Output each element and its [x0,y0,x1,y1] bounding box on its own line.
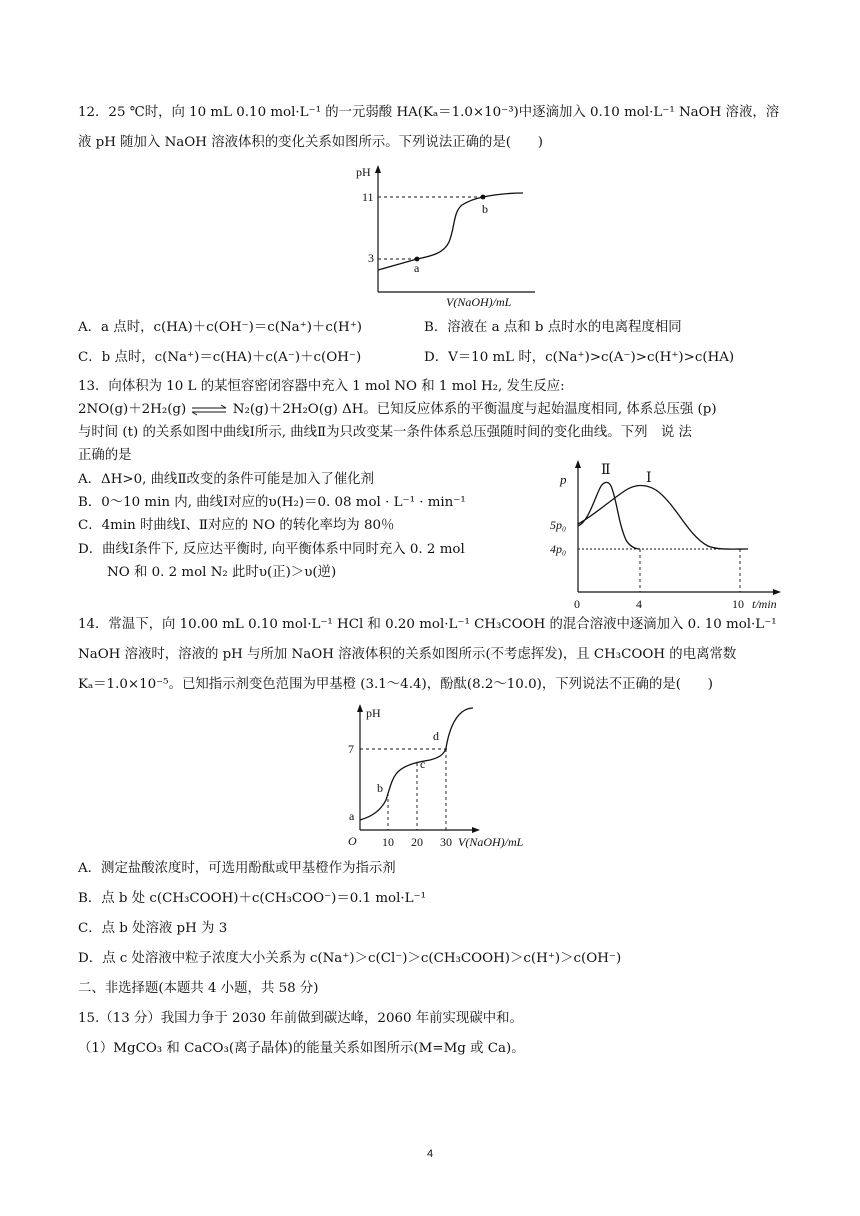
q12-ph-curve [378,193,523,270]
q13-stem-line4: 正确的是 [78,448,132,463]
q12-titration-figure [340,160,540,308]
q14-y-tick-7: 7 [348,742,354,756]
q14-y-axis-label: pH [366,706,381,720]
q12-option-b: B．溶液在 a 点和 b 点时水的电离程度相同 [424,320,682,335]
q12-y-tick-11: 11 [362,190,374,204]
q13-option-c: C．4min 时曲线Ⅰ、Ⅱ对应的 NO 的转化率均为 80％ [78,518,395,533]
q15-line2: （1）MgCO₃ 和 CaCO₃(离子晶体)的能量关系如图所示(M=Mg 或 Ca)。 [78,1041,525,1056]
q13-y-axis-arrow [575,460,581,468]
section-2-heading: 二、非选择题(本题共 4 小题，共 58 分) [78,981,319,996]
q14-x-axis-label: V(NaOH)/mL [458,835,524,849]
q14-y-axis-arrow [357,704,363,712]
q13-equilibrium-arrow-icon [190,404,228,416]
q14-point-a-label: a [349,809,355,823]
q12-point-b-marker [481,195,486,200]
q13-pressure-figure [548,456,788,612]
q13-equation-line [78,401,717,419]
q13-curve-II [578,482,640,549]
q14-stem-line2: NaOH 溶液时，溶液的 pH 与所加 NaOH 溶液体积的关系如图所示(不考虑挥发)，且 CH₃COOH 的电离常数 [78,647,737,662]
q14-option-d: D．点 c 处溶液中粒子浓度大小关系为 c(Na⁺)＞c(Cl⁻)＞c(CH₃COOH)＞c(H⁺)＞c(OH⁻) [78,951,622,966]
q13-curve-I [578,486,748,550]
q12-y-axis-label: pH [356,165,371,179]
q13-option-d-line1: D．曲线Ⅰ条件下, 反应达平衡时, 向平衡体系中同时充入 0. 2 mol [78,542,465,557]
q14-x-tick-30: 30 [440,835,452,849]
q13-option-a: A．ΔH>0, 曲线Ⅱ改变的条件可能是加入了催化剂 [78,472,375,487]
q14-ph-curve [360,708,473,820]
q14-point-b-label: b [377,781,383,795]
q14-x-tick-20: 20 [411,835,423,849]
q12-point-a-label: a [414,261,420,275]
q13-option-d-line2: NO 和 0. 2 mol N₂ 此时υ(正)＞υ(逆) [107,565,337,580]
q13-equation-left: 2NO(g)＋2H₂(g) [78,402,187,417]
q14-option-a: A．测定盐酸浓度时，可选用酚酞或甲基橙作为指示剂 [78,861,396,876]
q14-stem-line3: Kₐ＝1.0×10⁻⁵。已知指示剂变色范围为甲基橙 (3.1～4.4)，酚酞(8.2～10.0)，下列说法不正确的是( ) [78,677,713,692]
q13-x-tick-0: 0 [574,597,580,611]
q12-option-a: A．a 点时，c(HA)＋c(OH⁻)＝c(Na⁺)＋c(H⁺) [78,320,363,335]
q12-stem-line1: 12．25 ℃时，向 10 mL 0.10 mol·L⁻¹ 的一元弱酸 HA(Kₐ＝1.0×10⁻³)中逐滴加入 0.10 mol·L⁻¹ NaOH 溶液，溶 [78,105,780,120]
q14-option-c: C．点 b 处溶液 pH 为 3 [78,921,228,936]
q13-equation-right: N₂(g)＋2H₂O(g) ΔH。已知反应体系的平衡温度与起始温度相同, 体系总压强 (p) [232,402,717,417]
q13-stem-line3: 与时间 (t) 的关系如图中曲线Ⅰ所示, 曲线Ⅱ为只改变某一条件体系总压强随时间的变化曲线。下列 说 法 [78,425,692,440]
q12-option-d: D．V＝10 mL 时，c(Na⁺)>c(A⁻)>c(H⁺)>c(HA) [424,350,735,365]
q14-x-tick-10: 10 [382,835,394,849]
q12-stem-line2: 液 pH 随加入 NaOH 溶液体积的变化关系如图所示。下列说法正确的是( ) [78,135,544,150]
q14-point-c-label: c [420,757,426,771]
q14-titration-figure [340,700,550,852]
q14-stem-line1: 14．常温下，向 10.00 mL 0.10 mol·L⁻¹ HCl 和 0.20 mol·L⁻¹ CH₃COOH 的混合溶液中逐滴加入 0. 10 mol·L⁻¹ [78,617,777,632]
q13-x-axis-arrow [773,589,781,595]
q13-y-tick-5p0: 5p₀ [550,518,567,532]
q14-point-d-label: d [433,729,439,743]
q14-option-b: B．点 b 处 c(CH₃COOH)＋c(CH₃COO⁻)＝0.1 mol·L⁻¹ [78,891,426,906]
q14-origin-label: O [348,834,357,848]
q13-stem-line1: 13．向体积为 10 L 的某恒容密闭容器中充入 1 mol NO 和 1 mol H₂, 发生反应: [78,379,565,394]
q13-y-axis-label: p [560,472,567,487]
q13-x-tick-4: 4 [636,597,642,611]
q14-x-axis-arrow [472,827,480,833]
q13-curve-II-label: Ⅱ [601,463,611,478]
q12-y-tick-3: 3 [368,251,374,265]
q12-y-axis-arrow [375,165,381,173]
q13-curve-I-label: Ⅰ [646,471,652,486]
q13-y-tick-4p0: 4p₀ [550,542,567,556]
q12-x-axis-label: V(NaOH)/mL [446,295,512,308]
q12-point-b-label: b [482,202,488,216]
q15-line1: 15.（13 分）我国力争于 2030 年前做到碳达峰，2060 年前实现碳中和。 [78,1011,523,1026]
q12-option-c: C．b 点时，c(Na⁺)＝c(HA)＋c(A⁻)＋c(OH⁻) [78,350,362,365]
q13-x-axis-label: t/min [752,597,777,611]
q13-x-tick-10: 10 [732,597,744,611]
page-number: 4 [426,1148,434,1160]
q13-option-b: B．0～10 min 内, 曲线Ⅰ对应的υ(H₂)＝0. 08 mol · L⁻¹ · min⁻¹ [78,495,466,510]
